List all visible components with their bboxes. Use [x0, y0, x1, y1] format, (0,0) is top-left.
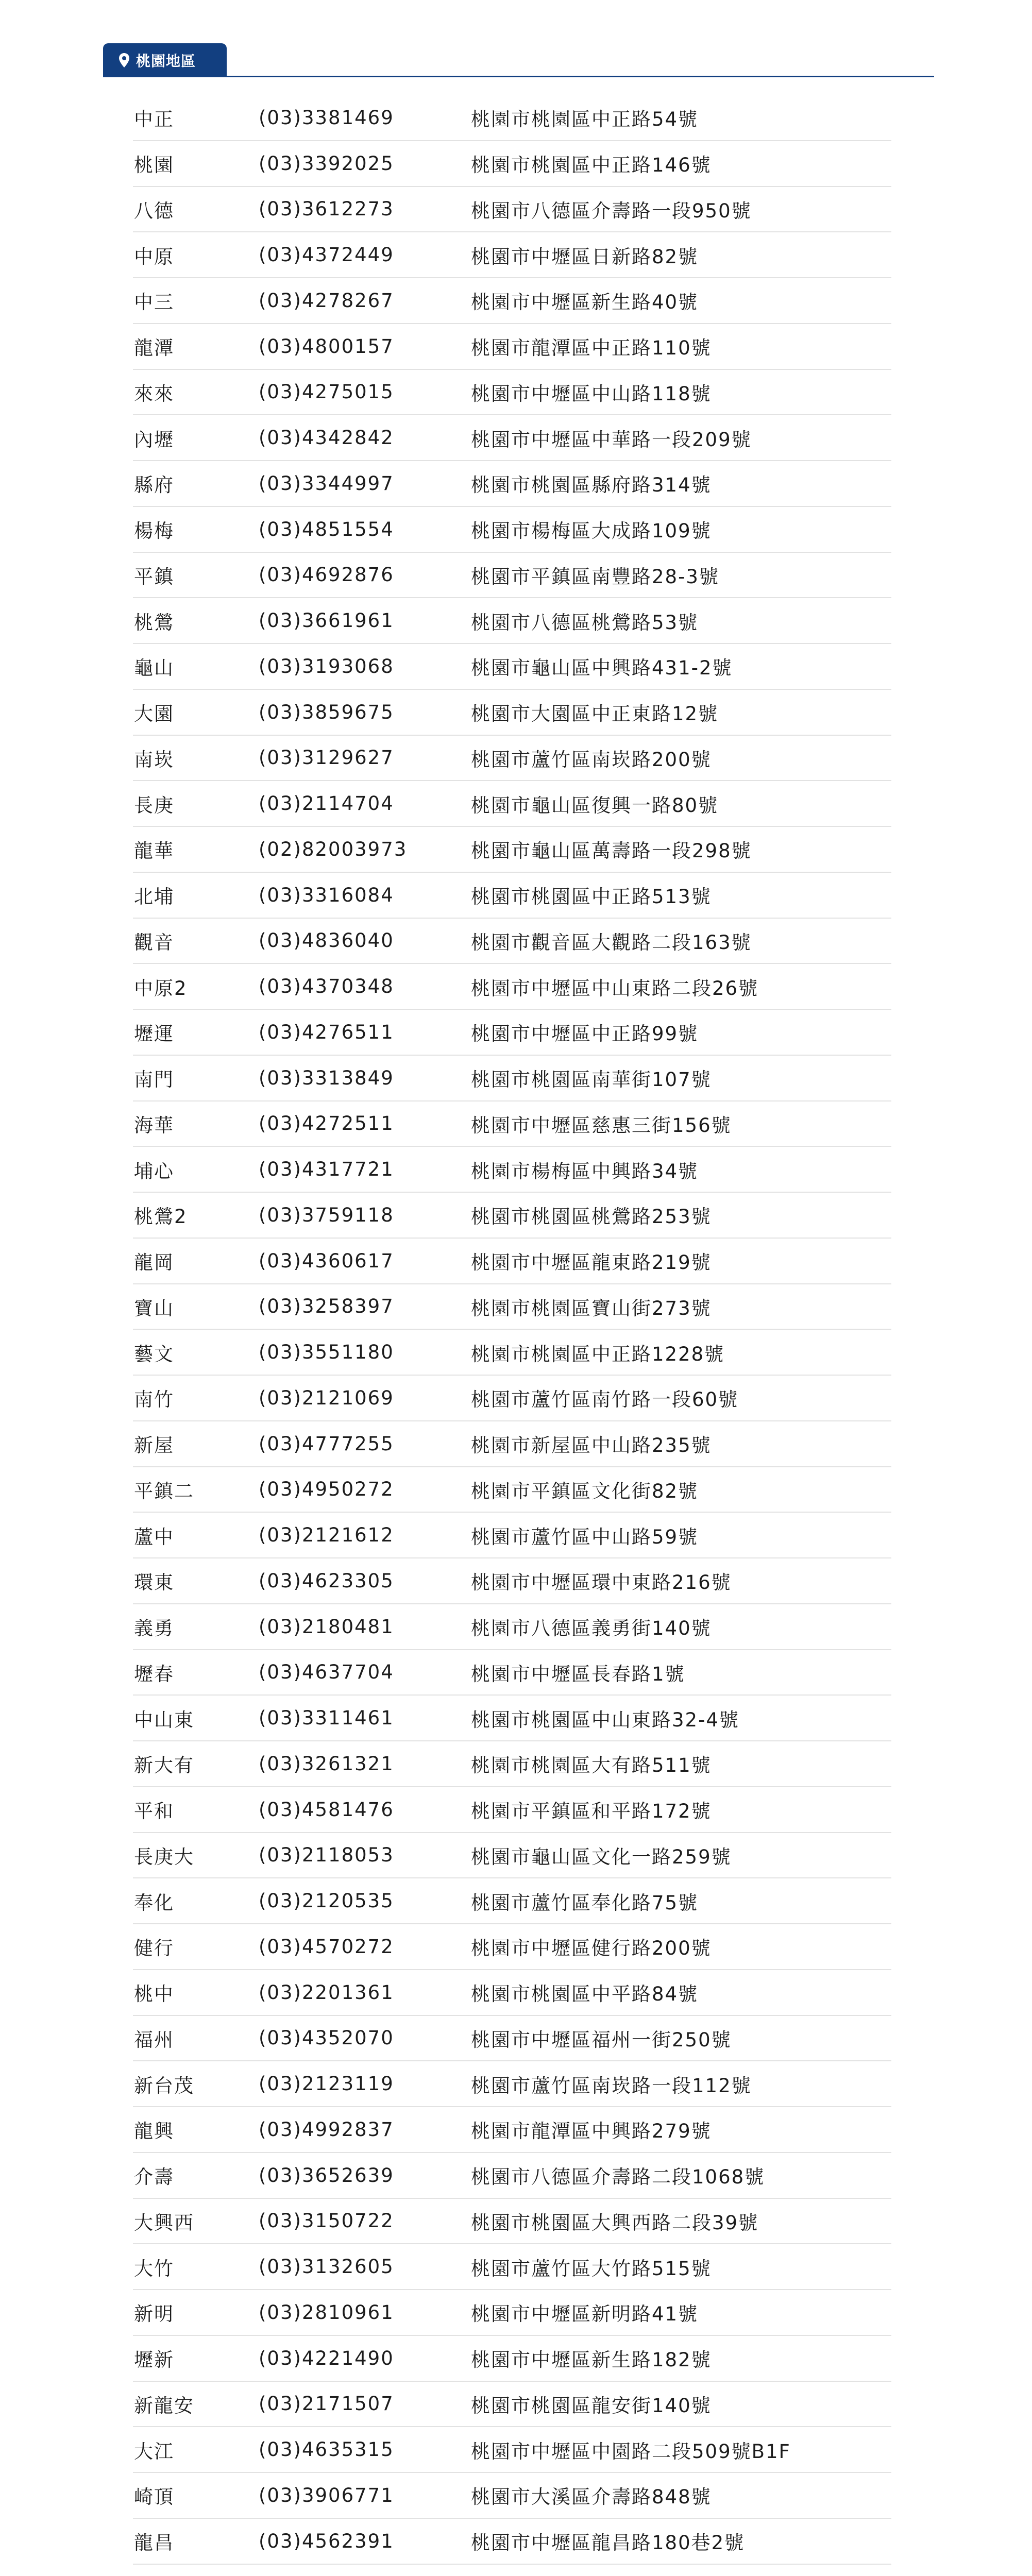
branch-address: 桃園市蘆竹區奉化路75號 — [471, 1891, 699, 1914]
branch-phone: (03)3612273 — [259, 198, 394, 221]
branch-address: 桃園市平鎮區文化街82號 — [471, 1480, 699, 1502]
branch-name: 介壽 — [134, 2166, 174, 2189]
branch-phone: (03)2810961 — [259, 2301, 394, 2324]
branch-phone: (03)4221490 — [259, 2347, 394, 2369]
branch-address: 桃園市桃園區桃鶯路253號 — [471, 1206, 712, 1228]
branch-phone: (03)2114704 — [259, 792, 394, 815]
branch-phone: (03)2121069 — [259, 1386, 394, 1409]
branch-address: 桃園市平鎮區和平路172號 — [471, 1800, 712, 1823]
branch-name: 楊梅 — [134, 520, 174, 543]
branch-row — [133, 1376, 891, 1421]
branch-row — [133, 461, 891, 507]
branch-phone: (03)4278267 — [259, 289, 394, 312]
branch-address: 桃園市大溪區介壽路848號 — [471, 2486, 712, 2509]
branch-row — [133, 1787, 891, 1833]
branch-name: 龍華 — [134, 840, 174, 862]
branch-phone: (03)4360617 — [259, 1249, 394, 1272]
branch-row — [133, 2244, 891, 2290]
branch-address: 桃園市蘆竹區南崁路200號 — [471, 748, 712, 771]
branch-address: 桃園市八德區介壽路二段1068號 — [471, 2166, 765, 2189]
branch-row — [133, 644, 891, 690]
branch-row — [133, 827, 891, 873]
branch-name: 大興西 — [134, 2211, 194, 2234]
branch-address: 桃園市中壢區中園路二段509號B1F — [471, 2440, 791, 2463]
branch-row — [133, 1421, 891, 1467]
branch-name: 壢春 — [134, 1663, 174, 1685]
branch-phone: (03)2120535 — [259, 1890, 394, 1912]
branch-name: 大竹 — [134, 2257, 174, 2280]
branch-phone: (03)4275015 — [259, 381, 394, 403]
branch-address: 桃園市中壢區中華路一段209號 — [471, 428, 752, 451]
branch-row — [133, 141, 891, 187]
branch-name: 中原 — [134, 245, 174, 268]
branch-phone: (03)4276511 — [259, 1021, 394, 1043]
branch-row — [133, 2107, 891, 2153]
branch-phone: (03)4370348 — [259, 975, 394, 998]
branch-phone: (03)3859675 — [259, 701, 394, 723]
branch-phone: (03)2201361 — [259, 1981, 394, 2004]
branch-phone: (03)3551180 — [259, 1341, 394, 1364]
branch-address: 桃園市桃園區中正路1228號 — [471, 1343, 725, 1365]
branch-row — [133, 1604, 891, 1650]
branch-address: 桃園市楊梅區大成路109號 — [471, 520, 712, 543]
branch-row — [133, 1558, 891, 1604]
branch-phone: (03)2171507 — [259, 2393, 394, 2415]
branch-phone: (03)4836040 — [259, 929, 394, 952]
region-title: 桃園地區 — [136, 53, 196, 70]
branch-row — [133, 736, 891, 782]
branch-address — [471, 2573, 891, 2576]
branch-name: 中三 — [134, 291, 174, 314]
branch-name: 新屋 — [134, 1434, 174, 1457]
branch-name: 八德 — [134, 199, 174, 222]
branch-phone: (03)3150722 — [259, 2210, 394, 2232]
branch-name: 健行 — [134, 1937, 174, 1960]
branch-row — [133, 2519, 891, 2565]
branch-name: 福州 — [134, 2028, 174, 2051]
branch-address: 桃園市中壢區中山東路二段26號 — [471, 977, 759, 999]
branch-name: 龍昌 — [134, 2532, 174, 2554]
branch-phone: (03)4777255 — [259, 1432, 394, 1455]
branch-address: 桃園市中壢區福州一街250號 — [471, 2028, 732, 2051]
branch-address: 桃園市大園區中正東路12號 — [471, 703, 719, 725]
branch-phone: (03)4800157 — [259, 335, 394, 358]
branch-address: 桃園市桃園區龍安街140號 — [471, 2394, 712, 2417]
branch-name: 來來 — [134, 382, 174, 405]
branch-name: 新大有 — [134, 1754, 194, 1777]
branch-row — [133, 2061, 891, 2107]
branch-address: 桃園市桃園區南華街107號 — [471, 1069, 712, 1091]
branch-phone: (03)4570272 — [259, 1935, 394, 1958]
branch-address: 桃園市中壢區慈惠三街156號 — [471, 1114, 732, 1137]
branch-row — [133, 873, 891, 919]
branch-phone: (03)2123119 — [259, 2073, 394, 2095]
branch-address: 桃園市中壢區中山路118號 — [471, 382, 712, 405]
branch-name: 壢新 — [134, 2349, 174, 2371]
branch-address: 桃園市桃園區寶山街273號 — [471, 1297, 712, 1319]
branch-name: 桃園 — [134, 154, 174, 177]
branch-address: 桃園市龍潭區中正路110號 — [471, 337, 712, 360]
branch-phone: (03)4635315 — [259, 2438, 394, 2461]
branch-address: 桃園市桃園區中平路84號 — [471, 1983, 699, 2006]
branch-name: 觀音 — [134, 931, 174, 954]
branch-name: 龜山 — [134, 657, 174, 680]
branch-phone: (03)2180481 — [259, 1615, 394, 1638]
branch-address: 桃園市蘆竹區大竹路515號 — [471, 2257, 712, 2280]
branch-phone: (03)4992837 — [259, 2118, 394, 2141]
branch-row — [133, 187, 891, 233]
branch-row — [133, 324, 891, 370]
branch-row — [133, 2290, 891, 2336]
branch-name: 中原2 — [134, 977, 188, 999]
branch-row — [133, 2336, 891, 2382]
branch-row — [133, 232, 891, 278]
branch-name: 北埔 — [134, 886, 174, 908]
branch-address: 桃園市楊梅區中興路34號 — [471, 1160, 699, 1182]
branch-phone: (03)3316084 — [259, 884, 394, 906]
branch-phone: (03)4272511 — [259, 1112, 394, 1135]
header-divider — [103, 76, 934, 77]
branch-phone: (03)3313849 — [259, 1066, 394, 1089]
branch-row — [133, 2199, 891, 2245]
branch-address: 桃園市平鎮區南豐路28-3號 — [471, 565, 719, 588]
branch-row — [133, 2565, 891, 2576]
branch-row — [133, 964, 891, 1010]
branch-address: 桃園市新屋區中山路235號 — [471, 1434, 712, 1457]
branch-phone: (03)3392025 — [259, 152, 394, 175]
branch-name: 中正 — [134, 108, 174, 131]
branch-phone: (02)82003973 — [259, 838, 408, 860]
branch-row — [133, 1467, 891, 1513]
branch-phone: (03)4950272 — [259, 1478, 394, 1501]
branch-phone: (03)3381469 — [259, 106, 394, 129]
branch-row — [133, 95, 891, 141]
branch-row — [133, 1741, 891, 1787]
branch-row — [133, 2382, 891, 2428]
branch-name: 寶山 — [134, 1297, 174, 1319]
branch-name: 新明 — [134, 2303, 174, 2326]
branch-row — [133, 1010, 891, 1056]
branch-row — [133, 690, 891, 736]
branch-address: 桃園市龜山區文化一路259號 — [471, 1845, 732, 1868]
branch-address: 桃園市蘆竹區南崁路一段112號 — [471, 2074, 752, 2097]
branch-phone: (03)4581476 — [259, 1798, 394, 1821]
branch-address: 桃園市中壢區長春路1號 — [471, 1663, 685, 1685]
branch-name: 南門 — [134, 1069, 174, 1091]
branch-address: 桃園市龜山區萬壽路一段298號 — [471, 840, 752, 862]
branch-phone: (03)4623305 — [259, 1569, 394, 1592]
branch-row — [133, 1101, 891, 1147]
branch-address: 桃園市龜山區復興一路80號 — [471, 794, 719, 817]
branch-address: 桃園市桃園區中正路54號 — [471, 108, 699, 131]
branch-name: 壢運 — [134, 1023, 174, 1045]
branch-name: 中山東 — [134, 1708, 194, 1731]
branch-row — [133, 1284, 891, 1330]
branch-address: 桃園市龜山區中興路431-2號 — [471, 657, 733, 680]
branch-phone: (03)4342842 — [259, 427, 394, 449]
branch-address: 桃園市八德區桃鶯路53號 — [471, 611, 699, 634]
branch-name — [133, 2573, 259, 2576]
branch-row — [133, 1924, 891, 1970]
branch-name: 縣府 — [134, 474, 174, 497]
branch-name: 龍岡 — [134, 1251, 174, 1274]
branch-phone: (03)4317721 — [259, 1158, 394, 1181]
branch-address: 桃園市蘆竹區南竹路一段60號 — [471, 1388, 739, 1411]
branch-address: 桃園市桃園區中正路146號 — [471, 154, 712, 177]
branch-phone: (03)3261321 — [259, 1752, 394, 1775]
branch-phone: (03)4851554 — [259, 518, 394, 540]
branch-name: 新龍安 — [134, 2394, 194, 2417]
branch-address: 桃園市桃園區大有路511號 — [471, 1754, 712, 1777]
branch-address: 桃園市中壢區新生路182號 — [471, 2349, 712, 2371]
branch-row — [133, 1970, 891, 2016]
branch-name: 蘆中 — [134, 1526, 174, 1548]
branch-row — [133, 919, 891, 964]
branch-list — [133, 95, 891, 2576]
branch-address: 桃園市桃園區中正路513號 — [471, 886, 712, 908]
branch-name: 龍潭 — [134, 337, 174, 360]
branch-phone: (03)4562391 — [259, 2530, 394, 2552]
branch-phone: (03)3344997 — [259, 472, 394, 495]
branch-row — [133, 370, 891, 416]
branch-name: 龍興 — [134, 2120, 174, 2143]
branch-address: 桃園市中壢區龍昌路180巷2號 — [471, 2532, 745, 2554]
branch-name: 桃鶯 — [134, 611, 174, 634]
branch-address: 桃園市八德區介壽路一段950號 — [471, 199, 752, 222]
branch-phone: (03)3759118 — [259, 1204, 394, 1226]
branch-row — [133, 2153, 891, 2199]
branch-address: 桃園市八德區義勇街140號 — [471, 1617, 712, 1640]
map-pin-icon — [119, 53, 130, 68]
branch-phone: (03)3311461 — [259, 1707, 394, 1730]
branch-name: 藝文 — [134, 1343, 174, 1365]
branch-row — [133, 1330, 891, 1376]
branch-name: 桃鶯2 — [134, 1206, 188, 1228]
branch-name: 桃中 — [134, 1983, 174, 2006]
branch-address: 桃園市桃園區中山東路32-4號 — [471, 1708, 739, 1731]
branch-address: 桃園市中壢區日新路82號 — [471, 245, 699, 268]
branch-row — [133, 1513, 891, 1558]
branch-phone: (03)3129627 — [259, 747, 394, 769]
branch-name: 環東 — [134, 1571, 174, 1594]
branch-address: 桃園市蘆竹區中山路59號 — [471, 1526, 699, 1548]
branch-address: 桃園市龍潭區中興路279號 — [471, 2120, 712, 2143]
branch-address: 桃園市中壢區新生路40號 — [471, 291, 699, 314]
branch-row — [133, 1147, 891, 1193]
branch-phone: (03)4692876 — [259, 564, 394, 586]
branch-row — [133, 2016, 891, 2062]
branch-row — [133, 2473, 891, 2519]
branch-phone: (03)2118053 — [259, 1844, 394, 1867]
branch-row — [133, 507, 891, 553]
branch-address: 桃園市觀音區大觀路二段163號 — [471, 931, 752, 954]
region-header — [103, 39, 934, 77]
branch-name: 長庚 — [134, 794, 174, 817]
branch-row — [133, 2427, 891, 2473]
branch-address: 桃園市中壢區龍東路219號 — [471, 1251, 712, 1274]
branch-address: 桃園市中壢區健行路200號 — [471, 1937, 712, 1960]
branch-phone: (03)2121612 — [259, 1524, 394, 1547]
region-tab[interactable] — [103, 43, 227, 77]
branch-name: 南竹 — [134, 1388, 174, 1411]
branch-row — [133, 278, 891, 324]
branch-row — [133, 1650, 891, 1696]
branch-name: 長庚大 — [134, 1845, 194, 1868]
branch-phone: (03)3661961 — [259, 609, 394, 632]
branch-row — [133, 781, 891, 827]
branch-address: 桃園市中壢區新明路41號 — [471, 2303, 699, 2326]
branch-phone: (03)3258397 — [259, 1295, 394, 1318]
branch-name: 平鎮二 — [134, 1480, 194, 1502]
branch-row — [133, 415, 891, 461]
branch-name: 海華 — [134, 1114, 174, 1137]
branch-name: 義勇 — [134, 1617, 174, 1640]
branch-name: 埔心 — [134, 1160, 174, 1182]
branch-row — [133, 553, 891, 599]
branch-row — [133, 598, 891, 644]
branch-phone: (03)3652639 — [259, 2164, 394, 2187]
branch-name: 平和 — [134, 1800, 174, 1823]
branch-name: 奉化 — [134, 1891, 174, 1914]
branch-address: 桃園市中壢區環中東路216號 — [471, 1571, 732, 1594]
branch-row — [133, 1056, 891, 1101]
branch-phone: (03)4372449 — [259, 244, 394, 266]
branch-name: 內壢 — [134, 428, 174, 451]
branch-phone: (03)4352070 — [259, 2027, 394, 2049]
branch-row — [133, 1696, 891, 1741]
branch-row — [133, 1833, 891, 1879]
branch-phone: (03)3906771 — [259, 2484, 394, 2506]
branch-row — [133, 1878, 891, 1924]
branch-name: 崎頂 — [134, 2486, 174, 2509]
branch-address: 桃園市中壢區中正路99號 — [471, 1023, 699, 1045]
branch-row — [133, 1193, 891, 1239]
branch-name: 平鎮 — [134, 565, 174, 588]
branch-name: 新台茂 — [134, 2074, 194, 2097]
branch-row — [133, 1239, 891, 1284]
branch-phone: (03)4637704 — [259, 1661, 394, 1684]
branch-phone: (03)3193068 — [259, 655, 394, 677]
branch-name: 大園 — [134, 703, 174, 725]
branch-address: 桃園市桃園區大興西路二段39號 — [471, 2211, 759, 2234]
branch-name: 南崁 — [134, 748, 174, 771]
branch-name: 大江 — [134, 2440, 174, 2463]
branch-phone: (03)3132605 — [259, 2256, 394, 2278]
branch-address: 桃園市桃園區縣府路314號 — [471, 474, 712, 497]
